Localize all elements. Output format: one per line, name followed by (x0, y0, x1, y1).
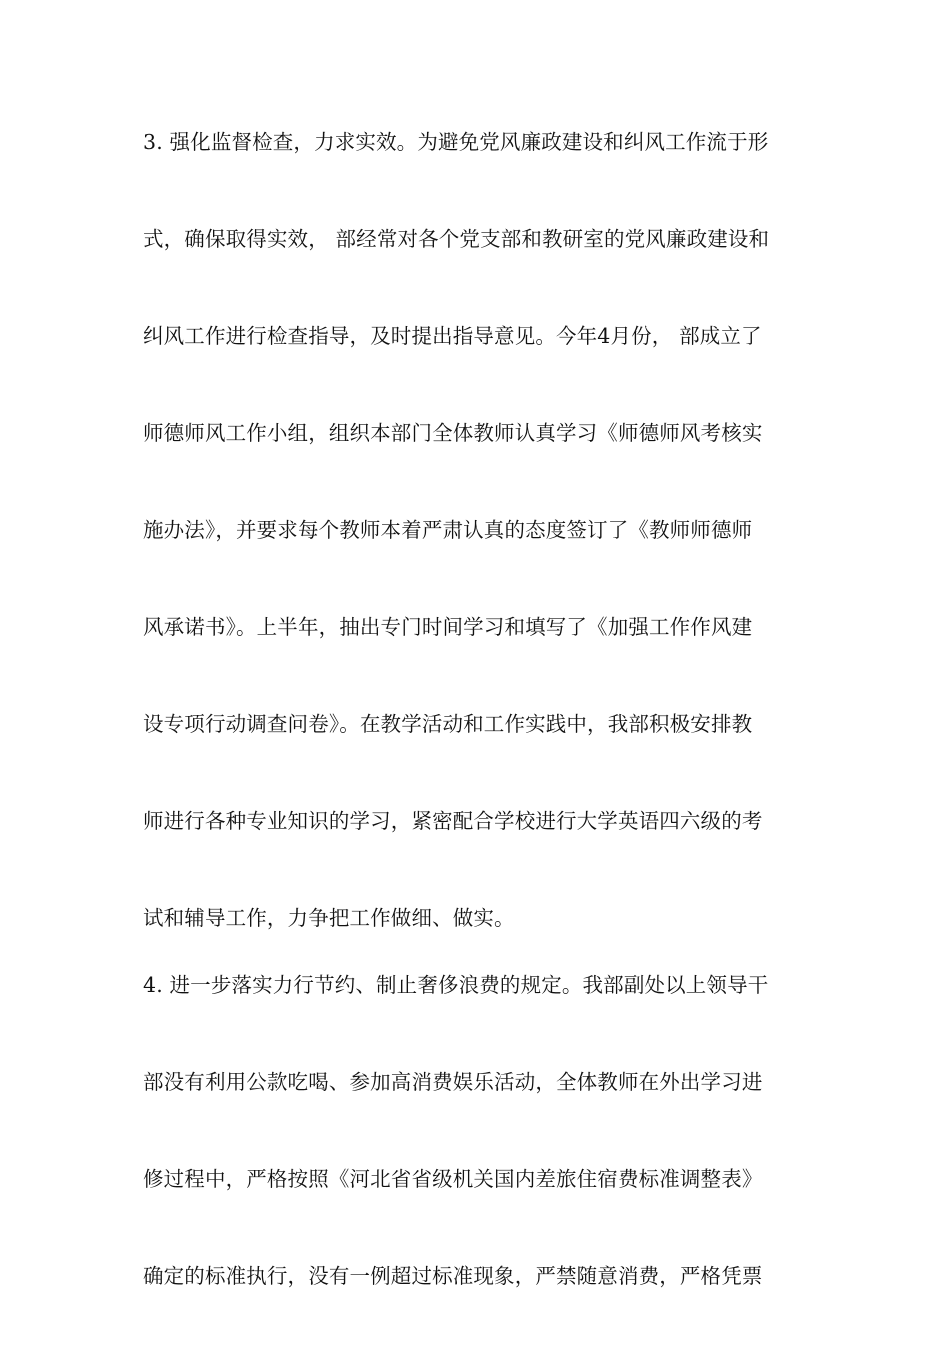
document-body (143, 118, 808, 1349)
text-line: 设专项行动调查问卷》。在教学活动和工作实践中，我部积极安排教 (143, 712, 753, 736)
text-line: 师德师风工作小组，组织本部门全体教师认真学习《师德师风考核实 (143, 421, 763, 445)
text-line: 4. 进一步落实力行节约、制止奢侈浪费的规定。我部副处以上领导干 (143, 973, 769, 997)
text-line: 确定的标准执行，没有一例超过标准现象，严禁随意消费，严格凭票 (143, 1264, 763, 1288)
text-line: 式，确保取得实效， 部经常对各个党支部和教研室的党风廉政建设和 (143, 227, 770, 251)
text-line: 部没有利用公款吃喝、参加高消费娱乐活动，全体教师在外出学习进 (143, 1070, 763, 1094)
text-line: 风承诺书》。上半年，抽出专门时间学习和填写了《加强工作作风建 (143, 615, 753, 639)
text-line: 师进行各种专业知识的学习，紧密配合学校进行大学英语四六级的考 (143, 809, 763, 833)
text-line: 试和辅导工作，力争把工作做细、做实。 (143, 906, 515, 930)
text-line: 3. 强化监督检查，力求实效。为避免党风廉政建设和纠风工作流于形 (143, 130, 769, 154)
text-line: 修过程中，严格按照《河北省省级机关国内差旅住宿费标准调整表》 (143, 1167, 763, 1191)
text-line: 纠风工作进行检查指导，及时提出指导意见。今年4月份， 部成立了 (143, 324, 762, 348)
text-line: 施办法》，并要求每个教师本着严肃认真的态度签订了《教师师德师 (143, 518, 753, 542)
